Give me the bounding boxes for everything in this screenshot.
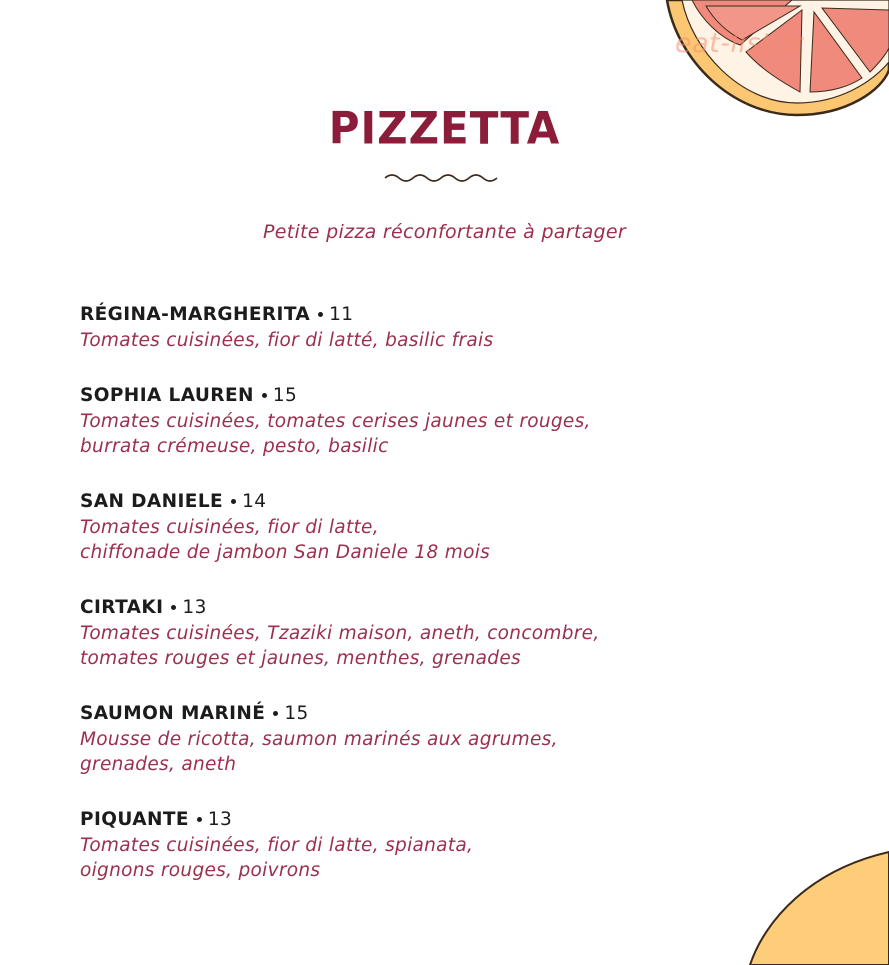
item-name: RÉGINA-MARGHERITA	[80, 304, 311, 325]
item-price: 15	[284, 703, 309, 724]
item-name: CIRTAKI	[80, 597, 164, 618]
section-subtitle: Petite pizza réconfortante à partager	[262, 221, 627, 243]
item-description: Mousse de ricotta, saumon marinés aux agrumes, grenades, aneth	[80, 729, 558, 775]
item-price: 13	[182, 597, 207, 618]
item-price: 14	[242, 491, 267, 512]
menu-item	[80, 489, 780, 565]
item-price: 15	[272, 385, 298, 406]
item-description: Tomates cuisinées, fior di latte, chiffonade de jambon San Daniele 18 mois	[80, 517, 491, 563]
item-description: Tomates cuisinées, tomates cerises jaunes et rouges, burrata crémeuse, pesto, basilic	[80, 411, 591, 457]
lemon-illustration	[740, 850, 889, 965]
item-description: Tomates cuisinées, fior di latte, spianata, oignons rouges, poivrons	[80, 835, 474, 881]
menu-list	[80, 302, 780, 883]
menu-item	[80, 383, 780, 459]
page-title: PIZZETTA	[328, 102, 561, 155]
item-name: SOPHIA LAUREN	[80, 385, 254, 406]
item-name: SAUMON MARINÉ	[80, 703, 266, 724]
separator-dot	[273, 711, 278, 716]
item-description: Tomates cuisinées, Tzaziki maison, aneth, concombre, tomates rouges et jaunes, menthes, grenades	[80, 623, 600, 669]
item-description: Tomates cuisinées, fior di latté, basilic frais	[80, 330, 494, 351]
separator-dot	[262, 393, 267, 398]
item-name: PIQUANTE	[80, 809, 189, 830]
menu-item	[80, 595, 780, 671]
separator-dot	[197, 817, 202, 822]
separator-dot	[171, 605, 176, 610]
menu-item	[80, 807, 780, 883]
item-price: 11	[329, 304, 354, 325]
item-name: SAN DANIELE	[80, 491, 224, 512]
separator-dot	[318, 312, 323, 317]
item-price: 13	[207, 809, 233, 830]
menu-item	[80, 302, 780, 353]
wavy-divider	[383, 170, 501, 186]
separator-dot	[231, 499, 236, 504]
watermark-text: eat-list.fr	[675, 28, 803, 59]
menu-item	[80, 701, 780, 777]
